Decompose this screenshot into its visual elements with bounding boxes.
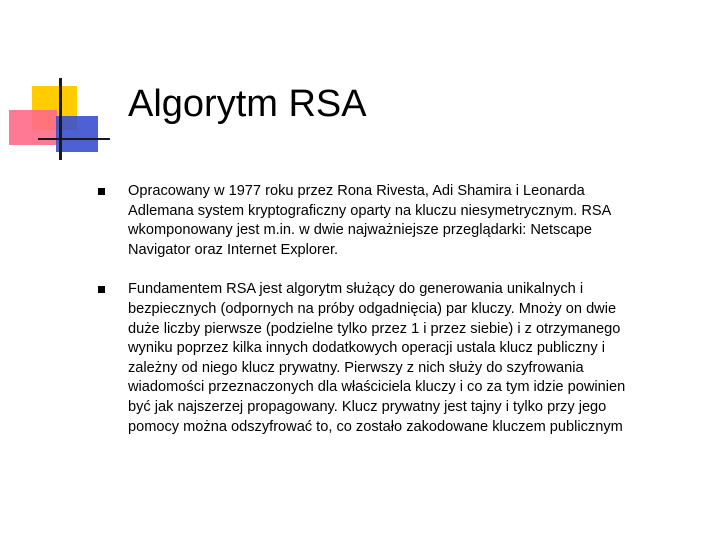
logo-graphic [0,0,120,170]
logo-vertical-line [59,78,62,160]
bullet-text: Opracowany w 1977 roku przez Rona Rivesta, Adi Shamira i Leonarda Adlemana system kryptograficzny oparty na kluczu niesymetrycznym. RSA wkomponowany jest m.in. w dwie najważniejsze przeglądarki: Netscape Navigator oraz Internet Explorer. [128,183,611,258]
slide-title: Algorytm RSA [128,83,367,125]
bullet-item [96,280,636,437]
logo-blue-square [56,116,98,152]
bullet-item [96,182,636,260]
logo-horizontal-line [38,138,110,140]
square-bullet-icon [98,286,105,293]
bullet-list [96,182,636,457]
square-bullet-icon [98,188,105,195]
bullet-text: Fundamentem RSA jest algorytm służący do generowania unikalnych i bezpiecznych (odpornych na próby odgadnięcia) par kluczy. Mnoży on dwie duże liczby pierwsze (podzielne tylko przez 1 i przez siebie) i z otrzymanego wyniku poprzez kilka innych dodatkowych operacji ustala klucz publiczny i zależny od niego klucz prywatny. Pierwszy z nich służy do szyfrowania wiadomości przeznaczonych dla właściciela kluczy i co za tym idzie powinien być jak najszerzej propagowany. Klucz prywatny jest tajny i tylko przy jego pomocy można odszyfrować to, co zostało zakodowane kluczem publicznym [128,281,626,435]
